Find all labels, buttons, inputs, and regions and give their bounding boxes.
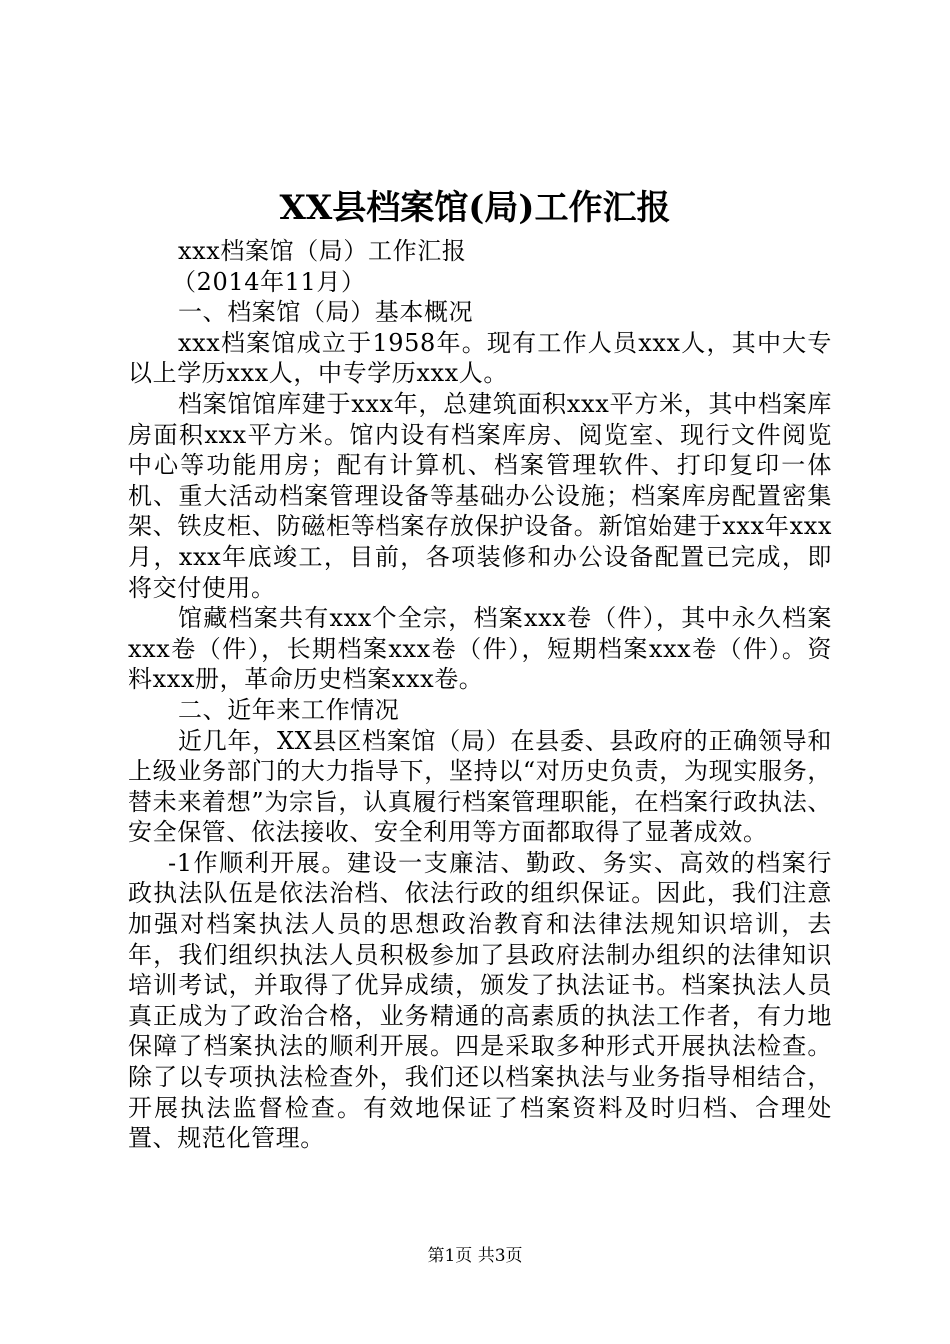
page-footer: 第1页 共3页 [427,1246,523,1266]
paragraph-holdings: 馆藏档案共有xxx个全宗，档案xxx卷（件），其中永久档案xxx卷（件），长期档案xxx卷（件），短期档案xxx卷（件）。资料xxx册，革命历史档案xxx卷。 [128,604,832,694]
paragraph-recent-work: 近几年，XX县区档案馆（局）在县委、县政府的正确领导和上级业务部门的大力指导下，坚持以“对历史负责，为现实服务，替未来着想”为宗旨，认真履行档案管理职能，在档案行政执法、安全保管、依法接收、安全利用等方面都取得了显著成效。 [128,726,832,847]
section-heading-1: 一、档案馆（局）基本概况 [178,298,474,327]
paragraph-overview: xxx档案馆成立于1958年。现有工作人员xxx人，其中大专以上学历xxx人，中专学历xxx人。 [128,328,832,388]
paragraph-subtitle: xxx档案馆（局）工作汇报 [178,237,467,265]
paragraph-enforcement: -1作顺利开展。建设一支廉洁、勤政、务实、高效的档案行政执法队伍是依法治档、依法行政的组织保证。因此，我们注意加强对档案执法人员的思想政治教育和法律法规知识培训，去年，我们组织执法人员积极参加了县政府法制办组织的法律知识培训考试，并取得了优异成绩，颁发了执法证书。档案执法人员真正成为了政治合格，业务精通的高素质的执法工作者，有力地保障了档案执法的顺利开展。四是采取多种形式开展执法检查。除了以专项执法检查外，我们还以档案执法与业务指导相结合，开展执法监督检查。有效地保证了档案资料及时归档、合理处置、规范化管理。 [128,848,832,1153]
section-heading-2: 二、近年来工作情况 [178,695,400,724]
paragraph-facilities: 档案馆馆库建于xxx年，总建筑面积xxx平方米，其中档案库房面积xxx平方米。馆内设有档案库房、阅览室、现行文件阅览中心等功能用房；配有计算机、档案管理软件、打印复印一体机、重大活动档案管理设备等基础办公设施；档案库房配置密集架、铁皮柜、防磁柜等档案存放保护设备。新馆始建于xxx年xxx月，xxx年底竣工，目前，各项装修和办公设备配置已完成，即将交付使用。 [128,389,832,602]
document-body [128,236,832,1154]
document-title: XX县档案馆(局)工作汇报 [279,188,671,228]
paragraph-date: （2014年11月） [172,267,366,296]
